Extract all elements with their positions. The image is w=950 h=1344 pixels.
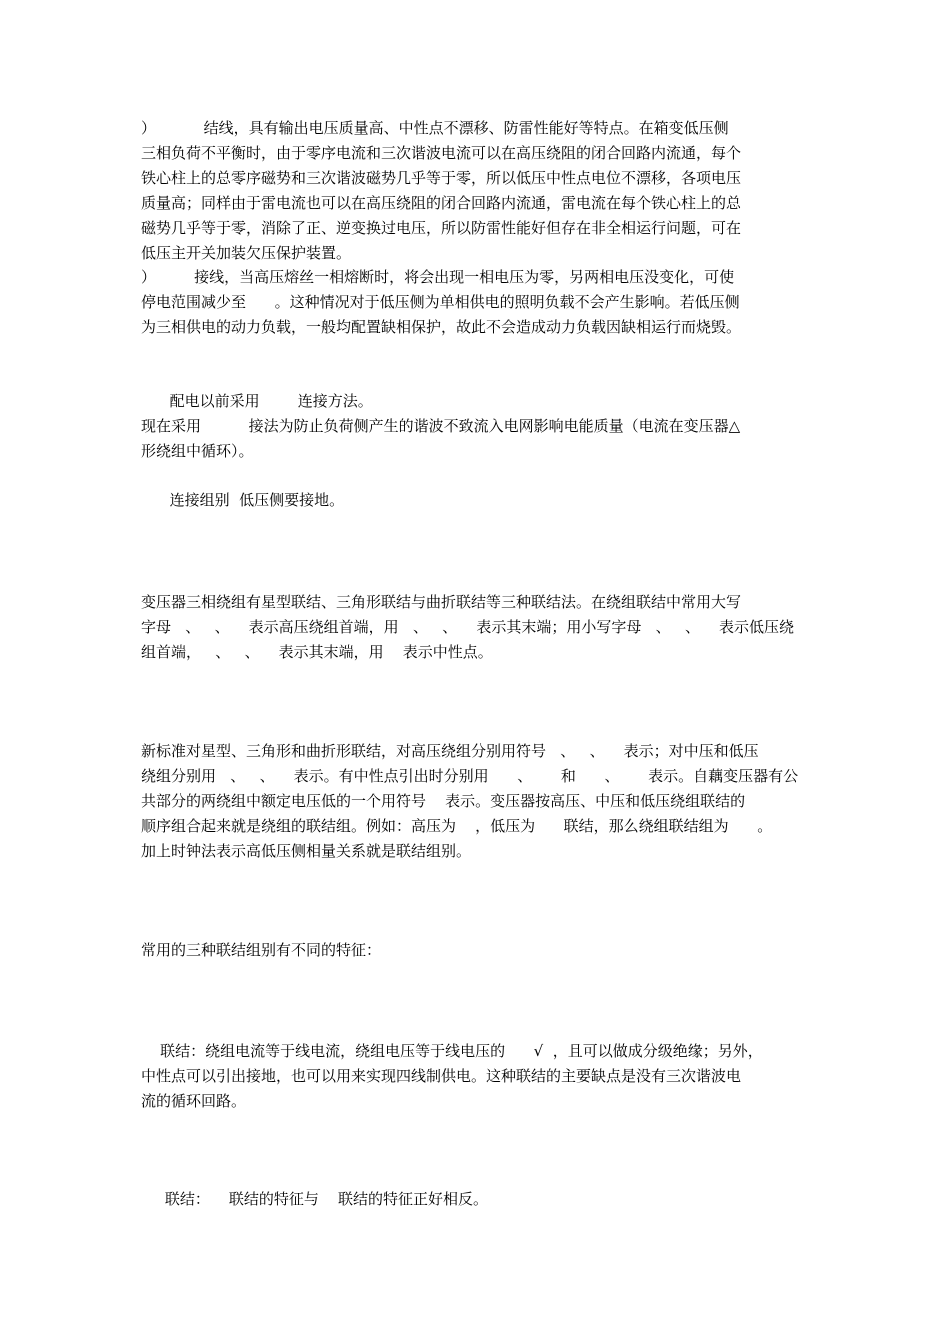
text-line: 加上时钟法表示高低压侧相量关系就是联结组别。 xyxy=(141,842,472,860)
text-line: ） 接线，当高压熔丝一相熔断时，将会出现一相电压为零，另两相电压没变化，可使 xyxy=(141,268,735,286)
text-line: ） 结线，具有输出电压质量高、中性点不漂移、防雷性能好等特点。在箱变低压侧 xyxy=(141,119,729,137)
text-line: 连接组别 低压侧要接地。 xyxy=(141,491,345,509)
text-line: 变压器三相绕组有星型联结、三角形联结与曲折联结等三种联结法。在绕组联结中常用大写 xyxy=(141,593,742,611)
text-line: 配电以前采用 连接方法。 xyxy=(141,392,373,410)
text-line: 中性点可以引出接地，也可以用来实现四线制供电。这种联结的主要缺点是没有三次谐波电 xyxy=(141,1067,742,1085)
text-line: 现在采用 接法为防止负荷侧产生的谐波不致流入电网影响电能质量（电流在变压器△ xyxy=(141,417,741,435)
text-line: 常用的三种联结组别有不同的特征： xyxy=(141,941,382,959)
text-line: 顺序组合起来就是绕组的联结组。例如：高压为 ，低压为 联结，那么绕组联结组为 。 xyxy=(141,817,773,835)
text-line: 联结： 联结的特征与 联结的特征正好相反。 xyxy=(141,1190,488,1208)
text-line: 联结：绕组电流等于线电流，绕组电压等于线电压的 √ ，且可以做成分级绝缘；另外， xyxy=(141,1042,763,1060)
text-line: 停电范围减少至 。这种情况对于低压侧为单相供电的照明负载不会产生影响。若低压侧 xyxy=(141,293,740,311)
text-line: 铁心柱上的总零序磁势和三次谐波磁势几乎等于零，所以低压中性点电位不漂移，各项电压 xyxy=(141,169,742,187)
text-line: 形绕组中循环）。 xyxy=(141,442,254,460)
text-line: 绕组分别用 、 、 表示。有中性点引出时分别用 、 和 、 表示。自藕变压器有公 xyxy=(141,767,799,785)
text-line: 新标准对星型、三角形和曲折形联结，对高压绕组分别用符号 、 、 表示；对中压和低压 xyxy=(141,742,759,760)
text-line: 为三相供电的动力负载，一般均配置缺相保护，故此不会造成动力负载因缺相运行而烧毁。 xyxy=(141,318,742,336)
text-line: 质量高；同样由于雷电流也可以在高压绕阻的闭合回路内流通，雷电流在每个铁心柱上的总 xyxy=(141,194,742,212)
text-line: 共部分的两绕组中额定电压低的一个用符号 表示。变压器按高压、中压和低压绕组联结的 xyxy=(141,792,746,810)
text-line: 字母 、 、 表示高压绕组首端，用 、 、 表示其末端；用小写字母 、 、 表示低压绕 xyxy=(141,618,795,636)
text-line: 磁势几乎等于零，消除了正、逆变换过电压，所以防雷性能好但存在非全相运行问题，可在 xyxy=(141,219,742,237)
text-line: 组首端， 、 、 表示其末端，用 表示中性点。 xyxy=(141,643,493,661)
text-line: 三相负荷不平衡时，由于零序电流和三次谐波电流可以在高压绕阻的闭合回路内流通，每个 xyxy=(141,144,742,162)
text-line: 低压主开关加装欠压保护装置。 xyxy=(141,244,352,262)
text-line: 流的循环回路。 xyxy=(141,1092,247,1110)
